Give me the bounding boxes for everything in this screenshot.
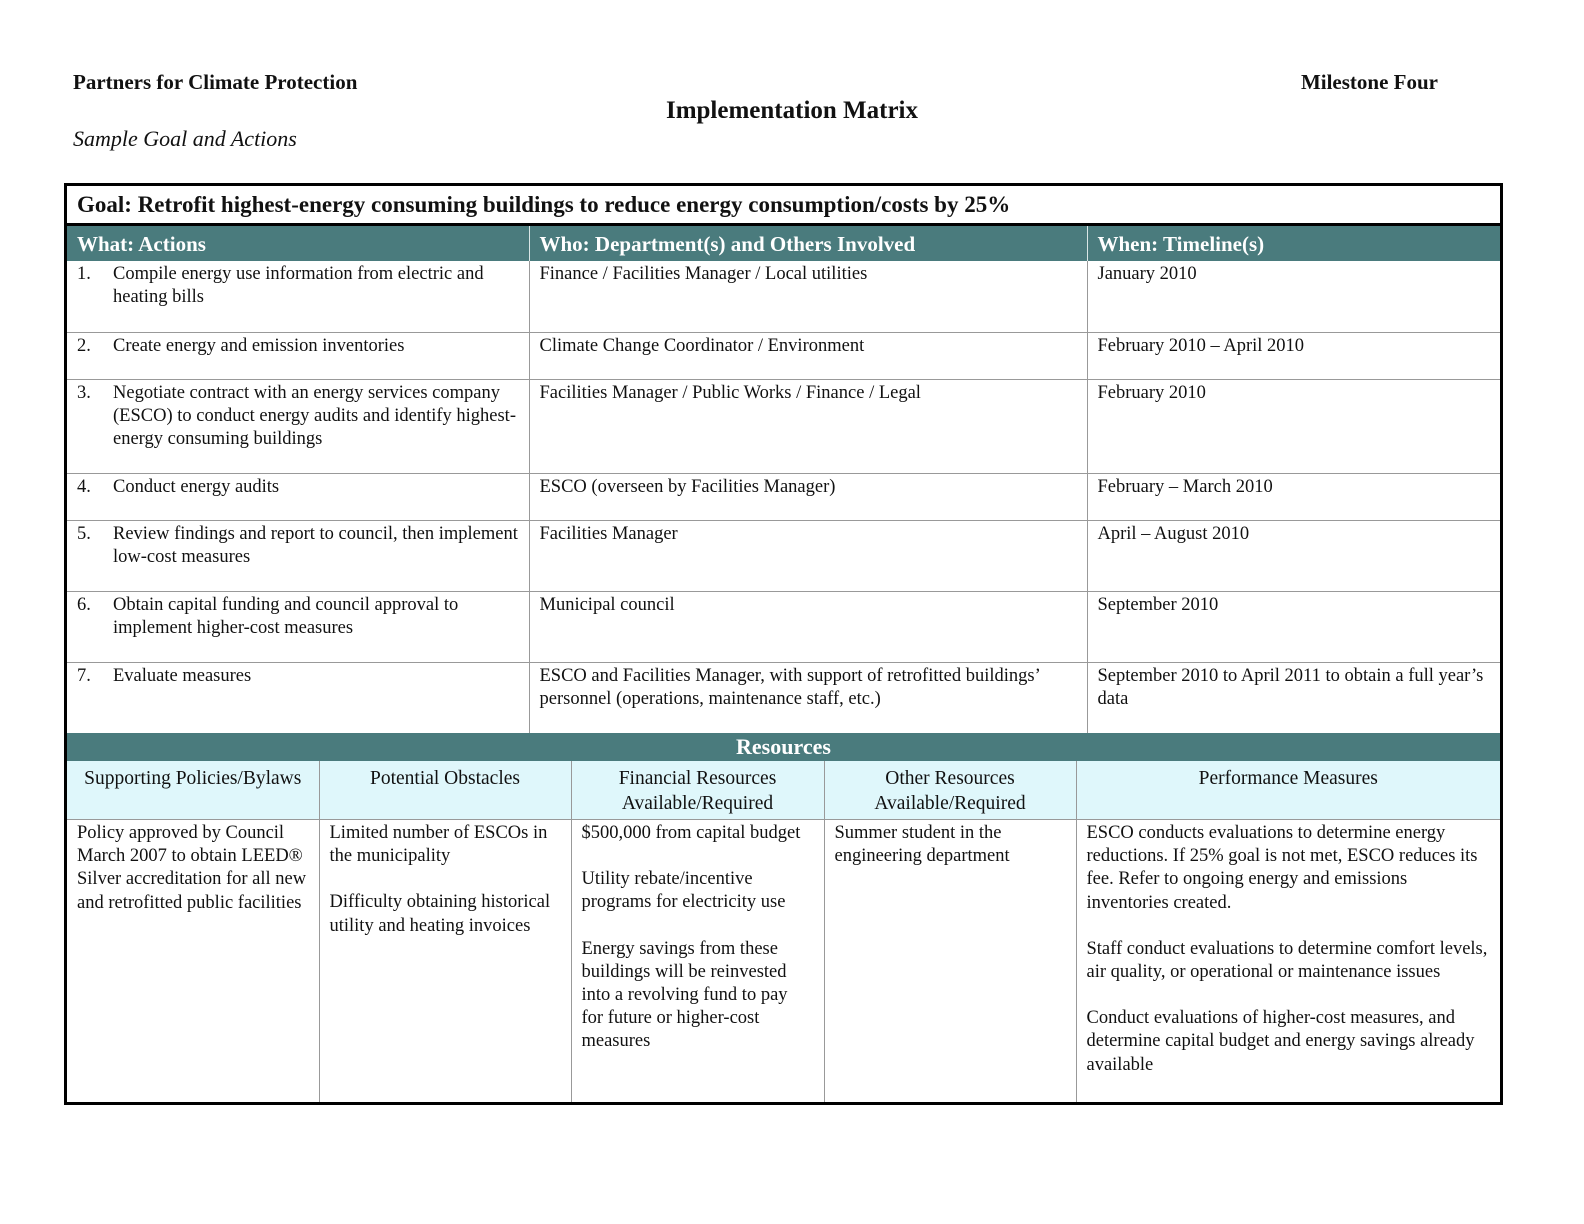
page-title: Implementation Matrix	[665, 97, 919, 124]
action-number: 3.	[77, 382, 91, 403]
resources-banner: Resources	[67, 733, 1500, 761]
column-header-obstacles: Potential Obstacles	[319, 761, 571, 820]
column-header-when: When: Timeline(s)	[1087, 226, 1500, 261]
action-what-cell	[67, 379, 529, 473]
actions-header-row	[67, 226, 1500, 261]
action-what-cell	[67, 473, 529, 520]
actions-table	[67, 226, 1500, 261]
actions-body	[67, 261, 1500, 733]
resource-paragraph: Energy savings from these buildings will be reinvested into a revolving fund to pay for future or higher-cost measures	[581, 938, 788, 1052]
resource-paragraph: Conduct evaluations of higher-cost measures, and determine capital budget and energy savings already available	[1086, 1008, 1475, 1075]
action-number: 7.	[77, 665, 91, 686]
column-header-what: What: Actions	[67, 226, 529, 261]
action-what-cell	[67, 662, 529, 733]
action-when-cell: September 2010 to April 2011 to obtain a full year’s data	[1097, 665, 1484, 709]
action-text: Create energy and emission inventories	[113, 335, 405, 356]
resources-table	[67, 761, 1500, 1102]
resource-paragraph: Limited number of ESCOs in the municipality	[329, 823, 548, 867]
resources-header-row	[67, 761, 1500, 820]
action-when-cell: January 2010	[1087, 261, 1500, 332]
column-header-other: Other Resources Available/Required	[824, 761, 1076, 820]
action-who-cell: Climate Change Coordinator / Environment	[529, 332, 1087, 379]
action-when-cell: February 2010 – April 2010	[1087, 332, 1500, 379]
resource-paragraph: Difficulty obtaining historical utility and heating invoices	[329, 892, 551, 936]
action-when-cell: April – August 2010	[1087, 520, 1500, 591]
action-who-cell: Municipal council	[529, 591, 1087, 662]
action-row	[67, 379, 1500, 473]
action-number: 2.	[77, 335, 91, 356]
action-when-cell: February 2010	[1087, 379, 1500, 473]
action-row	[67, 591, 1500, 662]
action-row	[67, 332, 1500, 379]
action-who-cell: Facilities Manager	[529, 520, 1087, 591]
action-text: Negotiate contract with an energy services company (ESCO) to conduct energy audits and identify highest-energy consuming buildings	[113, 382, 516, 449]
header-organization: Partners for Climate Protection	[73, 70, 358, 94]
action-what-cell	[67, 261, 529, 332]
action-row	[67, 520, 1500, 591]
action-number: 4.	[77, 476, 91, 497]
resource-paragraph: ESCO conducts evaluations to determine energy reductions. If 25% goal is not met, ESCO reduces its fee. Refer to ongoing energy and emissions inventories created.	[1086, 823, 1478, 913]
action-when-cell: September 2010	[1087, 591, 1500, 662]
action-text: Evaluate measures	[113, 665, 252, 686]
resource-paragraph: Staff conduct evaluations to determine comfort levels, air quality, or operational or maintenance issues	[1086, 938, 1488, 983]
column-header-financial: Financial Resources Available/Required	[571, 761, 824, 820]
page-subtitle: Sample Goal and Actions	[73, 126, 297, 151]
action-number: 6.	[77, 594, 91, 615]
action-what-cell	[67, 520, 529, 591]
action-what-cell	[67, 591, 529, 662]
action-row	[67, 662, 1500, 733]
obstacles-cell	[319, 820, 571, 1102]
financial-cell	[571, 820, 824, 1102]
implementation-matrix	[64, 183, 1503, 1105]
action-text: Obtain capital funding and council approval to implement higher-cost measures	[113, 594, 459, 638]
action-number: 1.	[77, 264, 91, 284]
header-milestone: Milestone Four	[1300, 70, 1438, 94]
resource-paragraph: Summer student in the engineering department	[834, 823, 1010, 867]
action-row	[67, 261, 1500, 332]
column-header-policies: Supporting Policies/Bylaws	[67, 761, 319, 820]
resource-paragraph: $500,000 from capital budget	[581, 823, 801, 843]
column-header-performance: Performance Measures	[1076, 761, 1500, 820]
action-number: 5.	[77, 523, 91, 544]
action-text: Compile energy use information from electric and heating bills	[113, 264, 484, 307]
action-text: Review findings and report to council, then implement low-cost measures	[113, 523, 518, 567]
action-who-cell: ESCO and Facilities Manager, with support of retrofitted buildings’ personnel (operations, maintenance staff, etc.)	[529, 662, 1087, 733]
goal-statement: Goal: Retrofit highest-energy consuming buildings to reduce energy consumption/costs by 25%	[67, 186, 1500, 226]
action-who-cell: Finance / Facilities Manager / Local utilities	[529, 261, 1087, 332]
action-text: Conduct energy audits	[113, 476, 280, 497]
performance-cell	[1076, 820, 1500, 1102]
action-who-cell: ESCO (overseen by Facilities Manager)	[529, 473, 1087, 520]
resource-paragraph: Utility rebate/incentive programs for electricity use	[581, 869, 786, 913]
other-cell	[824, 820, 1076, 1102]
resources-body-row	[67, 820, 1500, 1102]
action-who-cell: Facilities Manager / Public Works / Finance / Legal	[529, 379, 1087, 473]
column-header-who: Who: Department(s) and Others Involved	[529, 226, 1087, 261]
action-row	[67, 473, 1500, 520]
action-when-cell: February – March 2010	[1087, 473, 1500, 520]
action-what-cell	[67, 332, 529, 379]
resource-paragraph: Policy approved by Council March 2007 to obtain LEED® Silver accreditation for all new and retrofitted public facilities	[77, 823, 307, 913]
policies-cell	[67, 820, 319, 1102]
